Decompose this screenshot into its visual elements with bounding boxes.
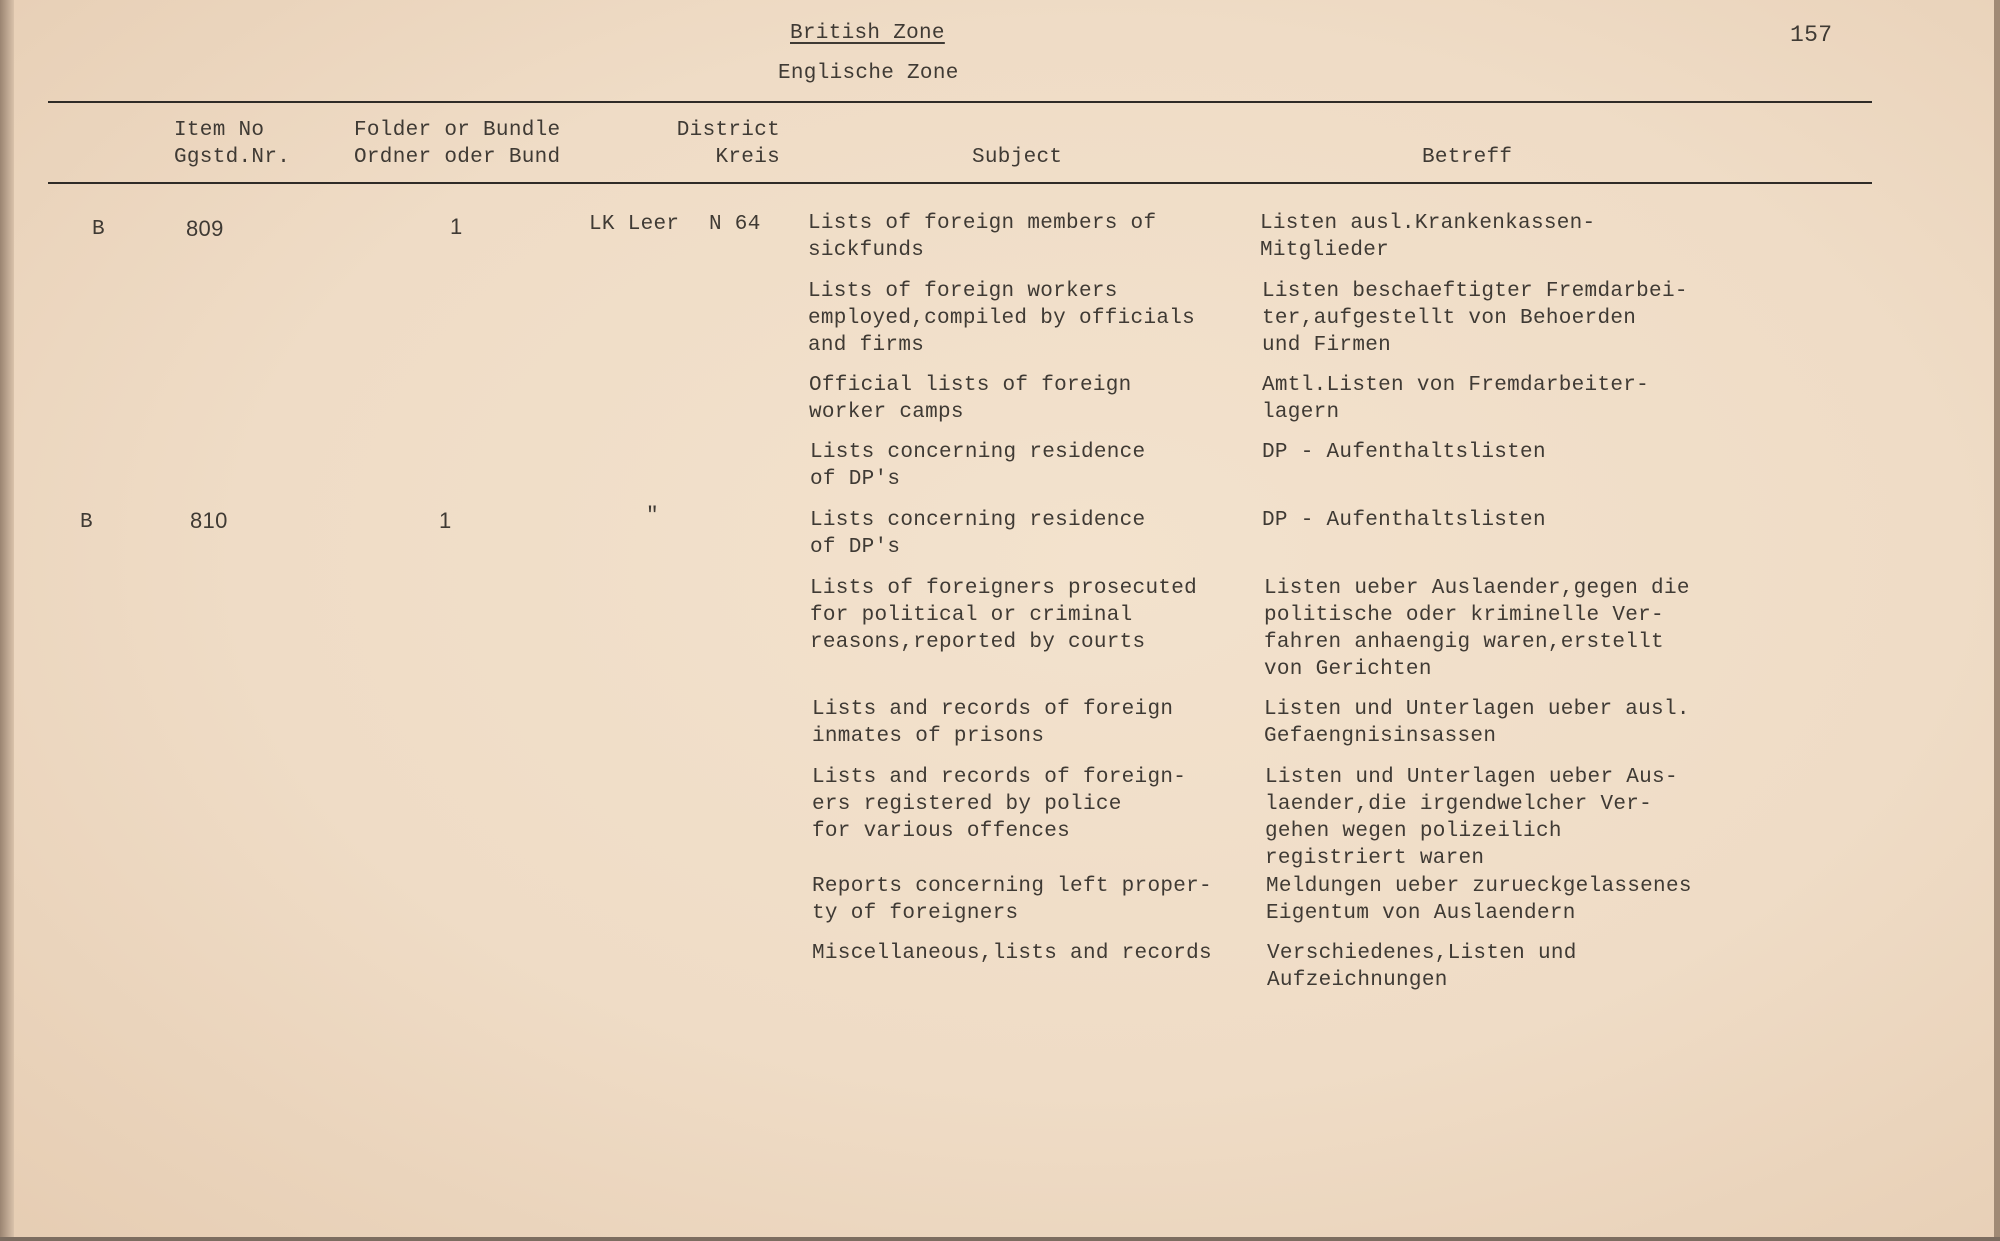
zone-title-english: British Zone bbox=[790, 22, 945, 45]
subject-en: Official lists of foreign worker camps bbox=[809, 374, 1132, 424]
entry-prefix: B bbox=[92, 218, 105, 241]
subject-de: Listen und Unterlagen ueber ausl. Gefaengnisinsassen bbox=[1264, 698, 1690, 748]
entry-folder: 1 bbox=[450, 214, 463, 239]
subject-de: Amtl.Listen von Fremdarbeiter- lagern bbox=[1262, 374, 1650, 424]
column-header-folder: Folder or Bundle Ordner oder Bund bbox=[354, 119, 561, 169]
subject-en: Reports concerning left proper- ty of foreigners bbox=[812, 875, 1212, 925]
entry-item-no: 810 bbox=[190, 508, 228, 533]
subject-de: Listen und Unterlagen ueber Aus- laender,die irgendwelcher Ver- gehen wegen polizeilich registriert waren bbox=[1265, 766, 1678, 870]
subject-de: DP - Aufenthaltslisten bbox=[1262, 441, 1546, 464]
header-top-rule bbox=[48, 101, 1872, 103]
entry-district-ditto: " bbox=[646, 505, 659, 528]
zone-title-german: Englische Zone bbox=[778, 62, 959, 85]
column-header-subject: Subject bbox=[972, 146, 1063, 169]
subject-en: Lists of foreigners prosecuted for political or criminal reasons,reported by courts bbox=[810, 577, 1198, 654]
column-header-district: District Kreis bbox=[676, 119, 780, 169]
entry-item-no: 809 bbox=[186, 216, 224, 241]
page-number: 157 bbox=[1790, 22, 1833, 48]
entry-district-code: N 64 bbox=[709, 213, 761, 236]
column-header-item-no: Item No Ggstd.Nr. bbox=[174, 119, 291, 169]
entry-district: LK Leer bbox=[589, 213, 680, 236]
subject-en: Lists of foreign workers employed,compiled by officials and firms bbox=[808, 280, 1196, 357]
column-header-betreff: Betreff bbox=[1422, 146, 1513, 169]
header-bottom-rule bbox=[48, 182, 1872, 184]
page-bottom-edge bbox=[0, 1237, 2000, 1241]
subject-en: Lists and records of foreign- ers registered by police for various offences bbox=[812, 766, 1187, 843]
entry-prefix: B bbox=[80, 511, 93, 534]
subject-en: Lists of foreign members of sickfunds bbox=[808, 212, 1157, 262]
subject-de: Verschiedenes,Listen und Aufzeichnungen bbox=[1267, 942, 1577, 992]
entry-folder: 1 bbox=[439, 508, 452, 533]
subject-en: Lists concerning residence of DP's bbox=[810, 441, 1146, 491]
page-right-edge bbox=[1994, 0, 2000, 1241]
subject-en: Lists and records of foreign inmates of prisons bbox=[812, 698, 1174, 748]
subject-de: Listen ausl.Krankenkassen- Mitglieder bbox=[1260, 212, 1596, 262]
page-binding-edge bbox=[0, 0, 14, 1241]
subject-en: Miscellaneous,lists and records bbox=[812, 942, 1212, 965]
subject-de: Listen beschaeftigter Fremdarbei- ter,aufgestellt von Behoerden und Firmen bbox=[1262, 280, 1688, 357]
subject-en: Lists concerning residence of DP's bbox=[810, 509, 1146, 559]
subject-de: DP - Aufenthaltslisten bbox=[1262, 509, 1546, 532]
subject-de: Listen ueber Auslaender,gegen die politische oder kriminelle Ver- fahren anhaengig waren,erstellt von Gerichten bbox=[1264, 577, 1690, 681]
subject-de: Meldungen ueber zurueckgelassenes Eigentum von Auslaendern bbox=[1266, 875, 1692, 925]
